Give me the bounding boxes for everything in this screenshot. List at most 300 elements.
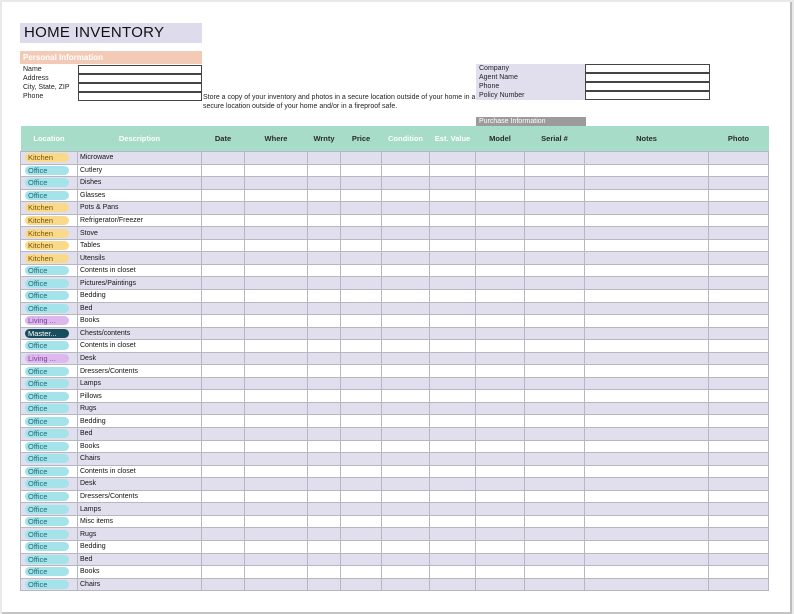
photo-cell[interactable] bbox=[709, 264, 769, 277]
date-cell[interactable] bbox=[202, 227, 245, 240]
date-cell[interactable] bbox=[202, 490, 245, 503]
description-cell[interactable]: Misc items bbox=[78, 515, 202, 528]
location-cell[interactable] bbox=[21, 528, 78, 541]
location-cell[interactable] bbox=[21, 515, 78, 528]
est-value-cell[interactable] bbox=[430, 277, 476, 290]
photo-cell[interactable] bbox=[709, 415, 769, 428]
model-cell[interactable] bbox=[476, 440, 525, 453]
warranty-cell[interactable] bbox=[308, 227, 341, 240]
description-cell[interactable]: Desk bbox=[78, 352, 202, 365]
condition-cell[interactable] bbox=[382, 428, 430, 441]
model-cell[interactable] bbox=[476, 528, 525, 541]
date-cell[interactable] bbox=[202, 553, 245, 566]
warranty-cell[interactable] bbox=[308, 340, 341, 353]
photo-cell[interactable] bbox=[709, 277, 769, 290]
model-cell[interactable] bbox=[476, 290, 525, 303]
notes-cell[interactable] bbox=[585, 528, 709, 541]
date-cell[interactable] bbox=[202, 515, 245, 528]
location-cell[interactable] bbox=[21, 302, 78, 315]
condition-cell[interactable] bbox=[382, 540, 430, 553]
date-cell[interactable] bbox=[202, 352, 245, 365]
location-tag[interactable]: Office bbox=[25, 266, 69, 275]
price-cell[interactable] bbox=[341, 302, 382, 315]
price-cell[interactable] bbox=[341, 578, 382, 591]
photo-cell[interactable] bbox=[709, 315, 769, 328]
column-header[interactable]: Price bbox=[341, 126, 382, 152]
serial-cell[interactable] bbox=[525, 390, 585, 403]
location-tag[interactable]: Office bbox=[25, 379, 69, 388]
notes-cell[interactable] bbox=[585, 177, 709, 190]
date-cell[interactable] bbox=[202, 390, 245, 403]
serial-cell[interactable] bbox=[525, 164, 585, 177]
warranty-cell[interactable] bbox=[308, 315, 341, 328]
where-cell[interactable] bbox=[245, 566, 308, 579]
warranty-cell[interactable] bbox=[308, 402, 341, 415]
description-cell[interactable]: Dishes bbox=[78, 177, 202, 190]
model-cell[interactable] bbox=[476, 340, 525, 353]
photo-cell[interactable] bbox=[709, 152, 769, 165]
price-cell[interactable] bbox=[341, 239, 382, 252]
est-value-cell[interactable] bbox=[430, 202, 476, 215]
location-tag[interactable]: Office bbox=[25, 191, 69, 200]
column-header[interactable]: Model bbox=[476, 126, 525, 152]
where-cell[interactable] bbox=[245, 214, 308, 227]
location-cell[interactable] bbox=[21, 440, 78, 453]
notes-cell[interactable] bbox=[585, 340, 709, 353]
column-header[interactable]: Location bbox=[21, 126, 78, 152]
date-cell[interactable] bbox=[202, 290, 245, 303]
serial-cell[interactable] bbox=[525, 302, 585, 315]
photo-cell[interactable] bbox=[709, 478, 769, 491]
date-cell[interactable] bbox=[202, 540, 245, 553]
warranty-cell[interactable] bbox=[308, 214, 341, 227]
condition-cell[interactable] bbox=[382, 478, 430, 491]
serial-cell[interactable] bbox=[525, 478, 585, 491]
est-value-cell[interactable] bbox=[430, 453, 476, 466]
insurance-phone-field[interactable] bbox=[585, 82, 710, 91]
price-cell[interactable] bbox=[341, 202, 382, 215]
where-cell[interactable] bbox=[245, 315, 308, 328]
warranty-cell[interactable] bbox=[308, 503, 341, 516]
description-cell[interactable]: Contents in closet bbox=[78, 340, 202, 353]
condition-cell[interactable] bbox=[382, 453, 430, 466]
location-tag[interactable]: Office bbox=[25, 392, 69, 401]
serial-cell[interactable] bbox=[525, 189, 585, 202]
where-cell[interactable] bbox=[245, 327, 308, 340]
date-cell[interactable] bbox=[202, 566, 245, 579]
photo-cell[interactable] bbox=[709, 214, 769, 227]
where-cell[interactable] bbox=[245, 578, 308, 591]
est-value-cell[interactable] bbox=[430, 177, 476, 190]
price-cell[interactable] bbox=[341, 152, 382, 165]
price-cell[interactable] bbox=[341, 528, 382, 541]
location-cell[interactable] bbox=[21, 252, 78, 265]
model-cell[interactable] bbox=[476, 465, 525, 478]
location-tag[interactable]: Kitchen bbox=[25, 153, 69, 162]
location-cell[interactable] bbox=[21, 540, 78, 553]
location-tag[interactable]: Office bbox=[25, 580, 69, 589]
est-value-cell[interactable] bbox=[430, 340, 476, 353]
location-cell[interactable] bbox=[21, 340, 78, 353]
photo-cell[interactable] bbox=[709, 503, 769, 516]
est-value-cell[interactable] bbox=[430, 214, 476, 227]
warranty-cell[interactable] bbox=[308, 578, 341, 591]
warranty-cell[interactable] bbox=[308, 377, 341, 390]
date-cell[interactable] bbox=[202, 315, 245, 328]
where-cell[interactable] bbox=[245, 428, 308, 441]
description-cell[interactable]: Bed bbox=[78, 428, 202, 441]
location-cell[interactable] bbox=[21, 264, 78, 277]
date-cell[interactable] bbox=[202, 377, 245, 390]
photo-cell[interactable] bbox=[709, 177, 769, 190]
description-cell[interactable]: Utensils bbox=[78, 252, 202, 265]
price-cell[interactable] bbox=[341, 465, 382, 478]
location-cell[interactable] bbox=[21, 315, 78, 328]
location-cell[interactable] bbox=[21, 428, 78, 441]
condition-cell[interactable] bbox=[382, 152, 430, 165]
price-cell[interactable] bbox=[341, 515, 382, 528]
date-cell[interactable] bbox=[202, 327, 245, 340]
where-cell[interactable] bbox=[245, 340, 308, 353]
est-value-cell[interactable] bbox=[430, 440, 476, 453]
est-value-cell[interactable] bbox=[430, 302, 476, 315]
date-cell[interactable] bbox=[202, 578, 245, 591]
date-cell[interactable] bbox=[202, 340, 245, 353]
notes-cell[interactable] bbox=[585, 490, 709, 503]
condition-cell[interactable] bbox=[382, 327, 430, 340]
photo-cell[interactable] bbox=[709, 402, 769, 415]
date-cell[interactable] bbox=[202, 202, 245, 215]
where-cell[interactable] bbox=[245, 528, 308, 541]
notes-cell[interactable] bbox=[585, 239, 709, 252]
description-cell[interactable]: Stove bbox=[78, 227, 202, 240]
price-cell[interactable] bbox=[341, 377, 382, 390]
notes-cell[interactable] bbox=[585, 264, 709, 277]
photo-cell[interactable] bbox=[709, 227, 769, 240]
description-cell[interactable]: Books bbox=[78, 440, 202, 453]
model-cell[interactable] bbox=[476, 177, 525, 190]
notes-cell[interactable] bbox=[585, 214, 709, 227]
where-cell[interactable] bbox=[245, 152, 308, 165]
date-cell[interactable] bbox=[202, 239, 245, 252]
condition-cell[interactable] bbox=[382, 340, 430, 353]
date-cell[interactable] bbox=[202, 428, 245, 441]
est-value-cell[interactable] bbox=[430, 490, 476, 503]
est-value-cell[interactable] bbox=[430, 352, 476, 365]
warranty-cell[interactable] bbox=[308, 566, 341, 579]
description-cell[interactable]: Bedding bbox=[78, 415, 202, 428]
est-value-cell[interactable] bbox=[430, 503, 476, 516]
condition-cell[interactable] bbox=[382, 440, 430, 453]
condition-cell[interactable] bbox=[382, 239, 430, 252]
serial-cell[interactable] bbox=[525, 264, 585, 277]
location-cell[interactable] bbox=[21, 478, 78, 491]
est-value-cell[interactable] bbox=[430, 465, 476, 478]
location-tag[interactable]: Office bbox=[25, 442, 69, 451]
description-cell[interactable]: Dressers/Contents bbox=[78, 490, 202, 503]
est-value-cell[interactable] bbox=[430, 402, 476, 415]
price-cell[interactable] bbox=[341, 327, 382, 340]
location-cell[interactable] bbox=[21, 465, 78, 478]
model-cell[interactable] bbox=[476, 415, 525, 428]
location-cell[interactable] bbox=[21, 402, 78, 415]
date-cell[interactable] bbox=[202, 164, 245, 177]
photo-cell[interactable] bbox=[709, 327, 769, 340]
description-cell[interactable]: Bedding bbox=[78, 290, 202, 303]
model-cell[interactable] bbox=[476, 327, 525, 340]
notes-cell[interactable] bbox=[585, 578, 709, 591]
warranty-cell[interactable] bbox=[308, 428, 341, 441]
condition-cell[interactable] bbox=[382, 465, 430, 478]
warranty-cell[interactable] bbox=[308, 478, 341, 491]
price-cell[interactable] bbox=[341, 453, 382, 466]
price-cell[interactable] bbox=[341, 566, 382, 579]
description-cell[interactable]: Books bbox=[78, 566, 202, 579]
location-tag[interactable]: Office bbox=[25, 555, 69, 564]
description-cell[interactable]: Chests/contents bbox=[78, 327, 202, 340]
notes-cell[interactable] bbox=[585, 290, 709, 303]
price-cell[interactable] bbox=[341, 164, 382, 177]
model-cell[interactable] bbox=[476, 152, 525, 165]
serial-cell[interactable] bbox=[525, 277, 585, 290]
where-cell[interactable] bbox=[245, 189, 308, 202]
model-cell[interactable] bbox=[476, 189, 525, 202]
description-cell[interactable]: Pictures/Paintings bbox=[78, 277, 202, 290]
photo-cell[interactable] bbox=[709, 578, 769, 591]
location-cell[interactable] bbox=[21, 415, 78, 428]
photo-cell[interactable] bbox=[709, 528, 769, 541]
condition-cell[interactable] bbox=[382, 528, 430, 541]
where-cell[interactable] bbox=[245, 352, 308, 365]
serial-cell[interactable] bbox=[525, 227, 585, 240]
notes-cell[interactable] bbox=[585, 440, 709, 453]
notes-cell[interactable] bbox=[585, 415, 709, 428]
price-cell[interactable] bbox=[341, 553, 382, 566]
warranty-cell[interactable] bbox=[308, 164, 341, 177]
warranty-cell[interactable] bbox=[308, 352, 341, 365]
column-header[interactable]: Condition bbox=[382, 126, 430, 152]
notes-cell[interactable] bbox=[585, 352, 709, 365]
column-header[interactable]: Serial # bbox=[525, 126, 585, 152]
where-cell[interactable] bbox=[245, 478, 308, 491]
model-cell[interactable] bbox=[476, 553, 525, 566]
date-cell[interactable] bbox=[202, 528, 245, 541]
location-cell[interactable] bbox=[21, 377, 78, 390]
description-cell[interactable]: Lamps bbox=[78, 377, 202, 390]
serial-cell[interactable] bbox=[525, 352, 585, 365]
city-state-zip-field[interactable] bbox=[78, 83, 202, 92]
condition-cell[interactable] bbox=[382, 377, 430, 390]
condition-cell[interactable] bbox=[382, 578, 430, 591]
location-tag[interactable]: Office bbox=[25, 291, 69, 300]
location-tag[interactable]: Office bbox=[25, 404, 69, 413]
phone-field[interactable] bbox=[78, 92, 202, 101]
price-cell[interactable] bbox=[341, 315, 382, 328]
condition-cell[interactable] bbox=[382, 503, 430, 516]
photo-cell[interactable] bbox=[709, 428, 769, 441]
model-cell[interactable] bbox=[476, 402, 525, 415]
serial-cell[interactable] bbox=[525, 402, 585, 415]
price-cell[interactable] bbox=[341, 252, 382, 265]
est-value-cell[interactable] bbox=[430, 528, 476, 541]
location-tag[interactable]: Office bbox=[25, 341, 69, 350]
location-cell[interactable] bbox=[21, 352, 78, 365]
model-cell[interactable] bbox=[476, 453, 525, 466]
location-cell[interactable] bbox=[21, 239, 78, 252]
model-cell[interactable] bbox=[476, 302, 525, 315]
where-cell[interactable] bbox=[245, 277, 308, 290]
description-cell[interactable]: Dressers/Contents bbox=[78, 365, 202, 378]
date-cell[interactable] bbox=[202, 152, 245, 165]
est-value-cell[interactable] bbox=[430, 227, 476, 240]
est-value-cell[interactable] bbox=[430, 566, 476, 579]
est-value-cell[interactable] bbox=[430, 152, 476, 165]
price-cell[interactable] bbox=[341, 428, 382, 441]
serial-cell[interactable] bbox=[525, 578, 585, 591]
notes-cell[interactable] bbox=[585, 503, 709, 516]
where-cell[interactable] bbox=[245, 402, 308, 415]
date-cell[interactable] bbox=[202, 264, 245, 277]
location-cell[interactable] bbox=[21, 327, 78, 340]
warranty-cell[interactable] bbox=[308, 540, 341, 553]
notes-cell[interactable] bbox=[585, 365, 709, 378]
where-cell[interactable] bbox=[245, 415, 308, 428]
photo-cell[interactable] bbox=[709, 390, 769, 403]
company-field[interactable] bbox=[585, 64, 710, 73]
condition-cell[interactable] bbox=[382, 189, 430, 202]
where-cell[interactable] bbox=[245, 465, 308, 478]
serial-cell[interactable] bbox=[525, 365, 585, 378]
condition-cell[interactable] bbox=[382, 277, 430, 290]
where-cell[interactable] bbox=[245, 252, 308, 265]
photo-cell[interactable] bbox=[709, 540, 769, 553]
photo-cell[interactable] bbox=[709, 239, 769, 252]
model-cell[interactable] bbox=[476, 352, 525, 365]
column-header[interactable]: Notes bbox=[585, 126, 709, 152]
warranty-cell[interactable] bbox=[308, 453, 341, 466]
name-field[interactable] bbox=[78, 65, 202, 74]
location-tag[interactable]: Office bbox=[25, 304, 69, 313]
location-cell[interactable] bbox=[21, 202, 78, 215]
est-value-cell[interactable] bbox=[430, 315, 476, 328]
serial-cell[interactable] bbox=[525, 252, 585, 265]
model-cell[interactable] bbox=[476, 264, 525, 277]
location-tag[interactable]: Office bbox=[25, 492, 69, 501]
photo-cell[interactable] bbox=[709, 440, 769, 453]
serial-cell[interactable] bbox=[525, 503, 585, 516]
policy-number-field[interactable] bbox=[585, 91, 710, 100]
est-value-cell[interactable] bbox=[430, 478, 476, 491]
location-tag[interactable]: Office bbox=[25, 178, 69, 187]
agent-name-field[interactable] bbox=[585, 73, 710, 82]
est-value-cell[interactable] bbox=[430, 540, 476, 553]
warranty-cell[interactable] bbox=[308, 177, 341, 190]
serial-cell[interactable] bbox=[525, 177, 585, 190]
description-cell[interactable]: Microwave bbox=[78, 152, 202, 165]
est-value-cell[interactable] bbox=[430, 415, 476, 428]
price-cell[interactable] bbox=[341, 290, 382, 303]
model-cell[interactable] bbox=[476, 566, 525, 579]
location-tag[interactable]: Master... bbox=[25, 329, 69, 338]
model-cell[interactable] bbox=[476, 315, 525, 328]
location-tag[interactable]: Office bbox=[25, 505, 69, 514]
est-value-cell[interactable] bbox=[430, 239, 476, 252]
condition-cell[interactable] bbox=[382, 365, 430, 378]
description-cell[interactable]: Cutlery bbox=[78, 164, 202, 177]
location-tag[interactable]: Living ... bbox=[25, 316, 69, 325]
price-cell[interactable] bbox=[341, 503, 382, 516]
date-cell[interactable] bbox=[202, 189, 245, 202]
date-cell[interactable] bbox=[202, 177, 245, 190]
price-cell[interactable] bbox=[341, 227, 382, 240]
location-tag[interactable]: Office bbox=[25, 166, 69, 175]
description-cell[interactable]: Rugs bbox=[78, 402, 202, 415]
location-cell[interactable] bbox=[21, 365, 78, 378]
where-cell[interactable] bbox=[245, 453, 308, 466]
price-cell[interactable] bbox=[341, 352, 382, 365]
condition-cell[interactable] bbox=[382, 553, 430, 566]
est-value-cell[interactable] bbox=[430, 264, 476, 277]
date-cell[interactable] bbox=[202, 252, 245, 265]
warranty-cell[interactable] bbox=[308, 528, 341, 541]
where-cell[interactable] bbox=[245, 227, 308, 240]
model-cell[interactable] bbox=[476, 164, 525, 177]
model-cell[interactable] bbox=[476, 202, 525, 215]
serial-cell[interactable] bbox=[525, 490, 585, 503]
warranty-cell[interactable] bbox=[308, 264, 341, 277]
where-cell[interactable] bbox=[245, 365, 308, 378]
warranty-cell[interactable] bbox=[308, 415, 341, 428]
notes-cell[interactable] bbox=[585, 465, 709, 478]
condition-cell[interactable] bbox=[382, 352, 430, 365]
model-cell[interactable] bbox=[476, 490, 525, 503]
location-tag[interactable]: Office bbox=[25, 417, 69, 426]
photo-cell[interactable] bbox=[709, 553, 769, 566]
condition-cell[interactable] bbox=[382, 302, 430, 315]
model-cell[interactable] bbox=[476, 227, 525, 240]
condition-cell[interactable] bbox=[382, 227, 430, 240]
column-header[interactable]: Description bbox=[78, 126, 202, 152]
price-cell[interactable] bbox=[341, 490, 382, 503]
description-cell[interactable]: Tables bbox=[78, 239, 202, 252]
notes-cell[interactable] bbox=[585, 553, 709, 566]
serial-cell[interactable] bbox=[525, 202, 585, 215]
condition-cell[interactable] bbox=[382, 252, 430, 265]
notes-cell[interactable] bbox=[585, 402, 709, 415]
location-tag[interactable]: Office bbox=[25, 454, 69, 463]
price-cell[interactable] bbox=[341, 540, 382, 553]
model-cell[interactable] bbox=[476, 578, 525, 591]
photo-cell[interactable] bbox=[709, 252, 769, 265]
description-cell[interactable]: Refrigerator/Freezer bbox=[78, 214, 202, 227]
description-cell[interactable]: Lamps bbox=[78, 503, 202, 516]
model-cell[interactable] bbox=[476, 377, 525, 390]
price-cell[interactable] bbox=[341, 415, 382, 428]
photo-cell[interactable] bbox=[709, 302, 769, 315]
location-tag[interactable]: Office bbox=[25, 517, 69, 526]
serial-cell[interactable] bbox=[525, 566, 585, 579]
date-cell[interactable] bbox=[202, 365, 245, 378]
model-cell[interactable] bbox=[476, 503, 525, 516]
est-value-cell[interactable] bbox=[430, 327, 476, 340]
description-cell[interactable]: Chairs bbox=[78, 453, 202, 466]
location-tag[interactable]: Office bbox=[25, 467, 69, 476]
warranty-cell[interactable] bbox=[308, 327, 341, 340]
warranty-cell[interactable] bbox=[308, 440, 341, 453]
column-header[interactable]: Est. Value bbox=[430, 126, 476, 152]
price-cell[interactable] bbox=[341, 264, 382, 277]
serial-cell[interactable] bbox=[525, 290, 585, 303]
